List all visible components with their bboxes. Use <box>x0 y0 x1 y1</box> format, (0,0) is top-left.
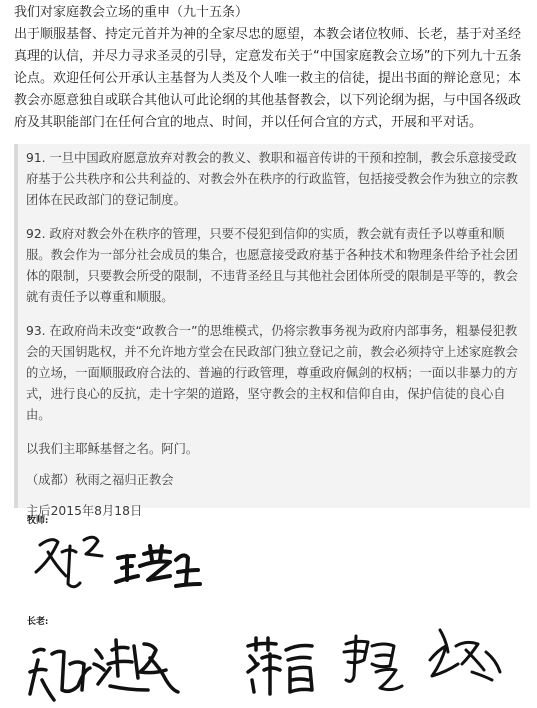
elder-signature-4 <box>344 636 402 690</box>
elders-label: 长老: <box>27 617 49 627</box>
elder-signature-1 <box>30 649 90 700</box>
thesis-93: 93. 在政府尚未改变“政教合一”的思维模式，仍将宗教事务视为政府内部事务，粗暴侵犯教会的天国钥匙权，并不允许地方堂会在民政部门独立登记之前，教会必须持守上述家庭教会的立场，一面顺服政府合法的、普遍的行政管理，尊重政府佩剑的权柄；一面以非暴力的方式，进行良心的反抗，走十字架的道路，坚守教会的主权和信仰自由，保护信徒的良心自由。 <box>26 324 518 422</box>
intro-paragraph: 出于顺服基督、持定元首并为神的全家尽忠的愿望，本教会诸位牧师、长老，基于对圣经真理的认信，并尽力寻求圣灵的引导，定意发布关于“中国家庭教会立场”的下列九十五条论点。欢迎任何公开承认主基督为人类及个人唯一救主的信徒，提出书面的辩论意见；本教会亦愿意独自或联合其他认可此论纲的其他基督教会，以下列论纲为据，与中国各级政府及其职能部门在任何合宜的地点、时间，并以任何合宜的方式，开展和平对话。 <box>14 27 522 130</box>
thesis-91: 91. 一旦中国政府愿意放弃对教会的教义、教职和福音传讲的干预和控制，教会乐意接受政府基于公共秩序和公共利益的、对教会外在秩序的行政监管，包括接受教会作为独立的宗教团体在民政部门的登记制度。 <box>26 151 518 207</box>
date-line: 主后2015年8月18日 <box>26 504 143 518</box>
pastor-signature-2 <box>116 546 200 586</box>
pastors-label: 牧师: <box>27 516 49 526</box>
pastor-signature-1 <box>36 537 102 587</box>
elder-signature-2 <box>94 640 178 692</box>
closing-line: 以我们主耶稣基督之名。阿门。 <box>26 442 199 456</box>
church-name: （成都）秋雨之福归正教会 <box>26 473 174 487</box>
document-title: 我们对家庭教会立场的重申（九十五条） <box>14 5 249 20</box>
elder-signature-3 <box>248 638 312 694</box>
elder-signature-5 <box>430 630 500 680</box>
thesis-92: 92. 政府对教会外在秩序的管理，只要不侵犯到信仰的实质，教会就有责任予以尊重和顺服。教会作为一部分社会成员的集合，也愿意接受政府基于各种技术和物理条件给予社会团体的限制，只要教会所受的限制，不违背圣经且与其他社会团体所受的限制是平等的，教会就有责任予以尊重和顺服。 <box>26 227 518 304</box>
